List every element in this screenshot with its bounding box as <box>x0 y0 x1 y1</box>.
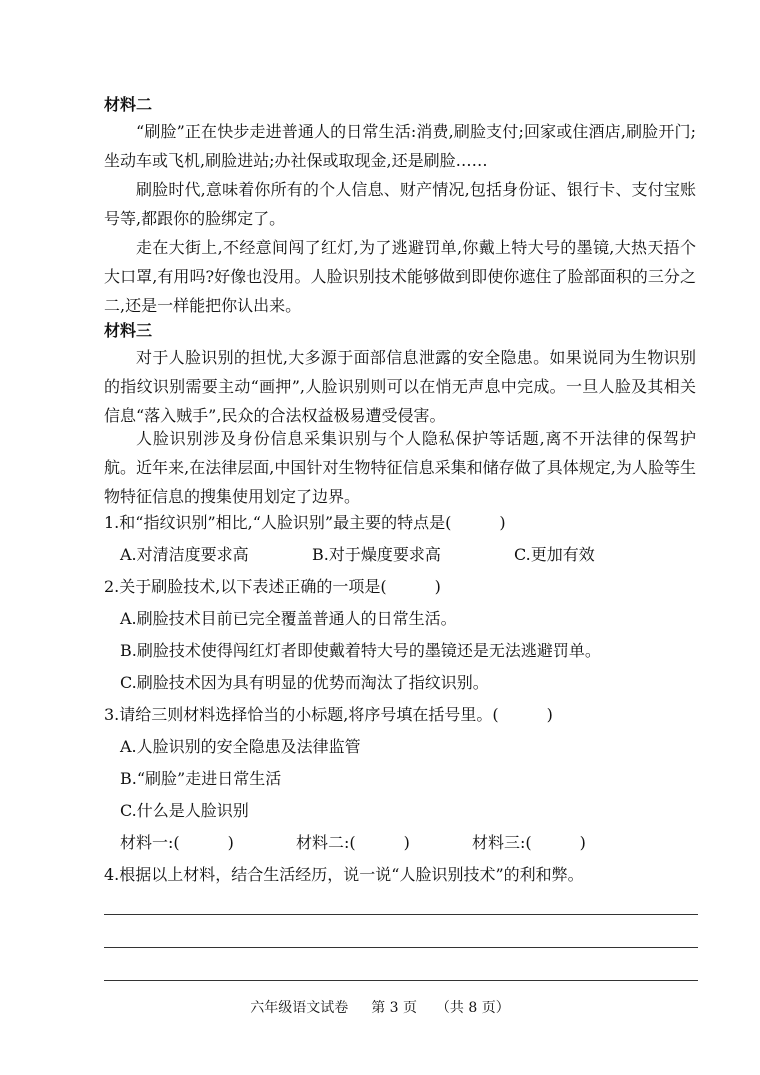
footer-total-pages: （共 8 页） <box>435 1000 510 1016</box>
question-1-option-a: A.对清洁度要求高 <box>120 545 249 564</box>
question-3-option-c: C.什么是人脸识别 <box>120 801 249 820</box>
question-3: 3.请给三则材料选择恰当的小标题,将序号填在括号里。( ) <box>104 705 553 724</box>
question-3-blank-material2[interactable]: 材料二:( ) <box>296 833 410 852</box>
question-2-option-b: B.刷脸技术使得闯红灯者即使戴着特大号的墨镜还是无法逃避罚单。 <box>120 641 601 660</box>
question-1: 1.和“指纹识别”相比,“人脸识别”最主要的特点是( ) <box>104 513 506 532</box>
material2-paragraph-1: “刷脸”正在快步走进普通人的日常生活:消费,刷脸支付;回家或住酒店,刷脸开门;坐动车或飞机,刷脸进站;办社保或取现金,还是刷脸…… <box>104 122 696 170</box>
footer-subject: 六年级语文试卷 <box>250 1000 349 1016</box>
material2-heading: 材料二 <box>104 95 153 114</box>
question-3-blank-material1[interactable]: 材料一:( ) <box>120 833 234 852</box>
answer-line-2[interactable] <box>104 947 698 948</box>
question-3-option-b: B.“刷脸”走进日常生活 <box>120 769 282 788</box>
question-3-option-a: A.人脸识别的安全隐患及法律监管 <box>120 737 361 756</box>
question-2-option-a: A.刷脸技术目前已完全覆盖普通人的日常生活。 <box>120 609 457 628</box>
question-2-option-c: C.刷脸技术因为具有明显的优势而淘汰了指纹识别。 <box>120 673 489 692</box>
question-3-blank-material3[interactable]: 材料三:( ) <box>472 833 586 852</box>
question-1-option-b: B.对于燥度要求高 <box>312 545 441 564</box>
footer-page-number: 第 3 页 <box>371 1000 417 1016</box>
material2-paragraph-3: 走在大街上,不经意间闯了红灯,为了逃避罚单,你戴上特大号的墨镜,大热天捂个大口罩,有用吗?好像也没用。人脸识别技术能够做到即使你遮住了脸部面积的三分之二,还是一样能把你认出来。 <box>104 238 696 315</box>
material3-paragraph-1: 对于人脸识别的担忧,大多源于面部信息泄露的安全隐患。如果说同为生物识别的指纹识别需要主动“画押”,人脸识别则可以在悄无声息中完成。一旦人脸及其相关信息“落入贼手”,民众的合法权益极易遭受侵害。 <box>104 348 696 425</box>
material2-paragraph-2: 刷脸时代,意味着你所有的个人信息、财产情况,包括身份证、银行卡、支付宝账号等,都跟你的脸绑定了。 <box>104 180 696 228</box>
answer-line-3[interactable] <box>104 980 698 981</box>
material3-heading: 材料三 <box>104 321 153 340</box>
question-4: 4.根据以上材料，结合生活经历，说一说“人脸识别技术”的利和弊。 <box>104 865 584 884</box>
answer-line-1[interactable] <box>104 914 698 915</box>
material3-paragraph-2: 人脸识别涉及身份信息采集识别与个人隐私保护等话题,离不开法律的保驾护航。近年来,在法律层面,中国针对生物特征信息采集和储存做了具体规定,为人脸等生物特征信息的搜集使用划定了边界。 <box>104 429 696 506</box>
page-footer <box>0 998 760 1018</box>
question-1-option-c: C.更加有效 <box>514 545 595 564</box>
question-2: 2.关于刷脸技术,以下表述正确的一项是( ) <box>104 577 441 596</box>
